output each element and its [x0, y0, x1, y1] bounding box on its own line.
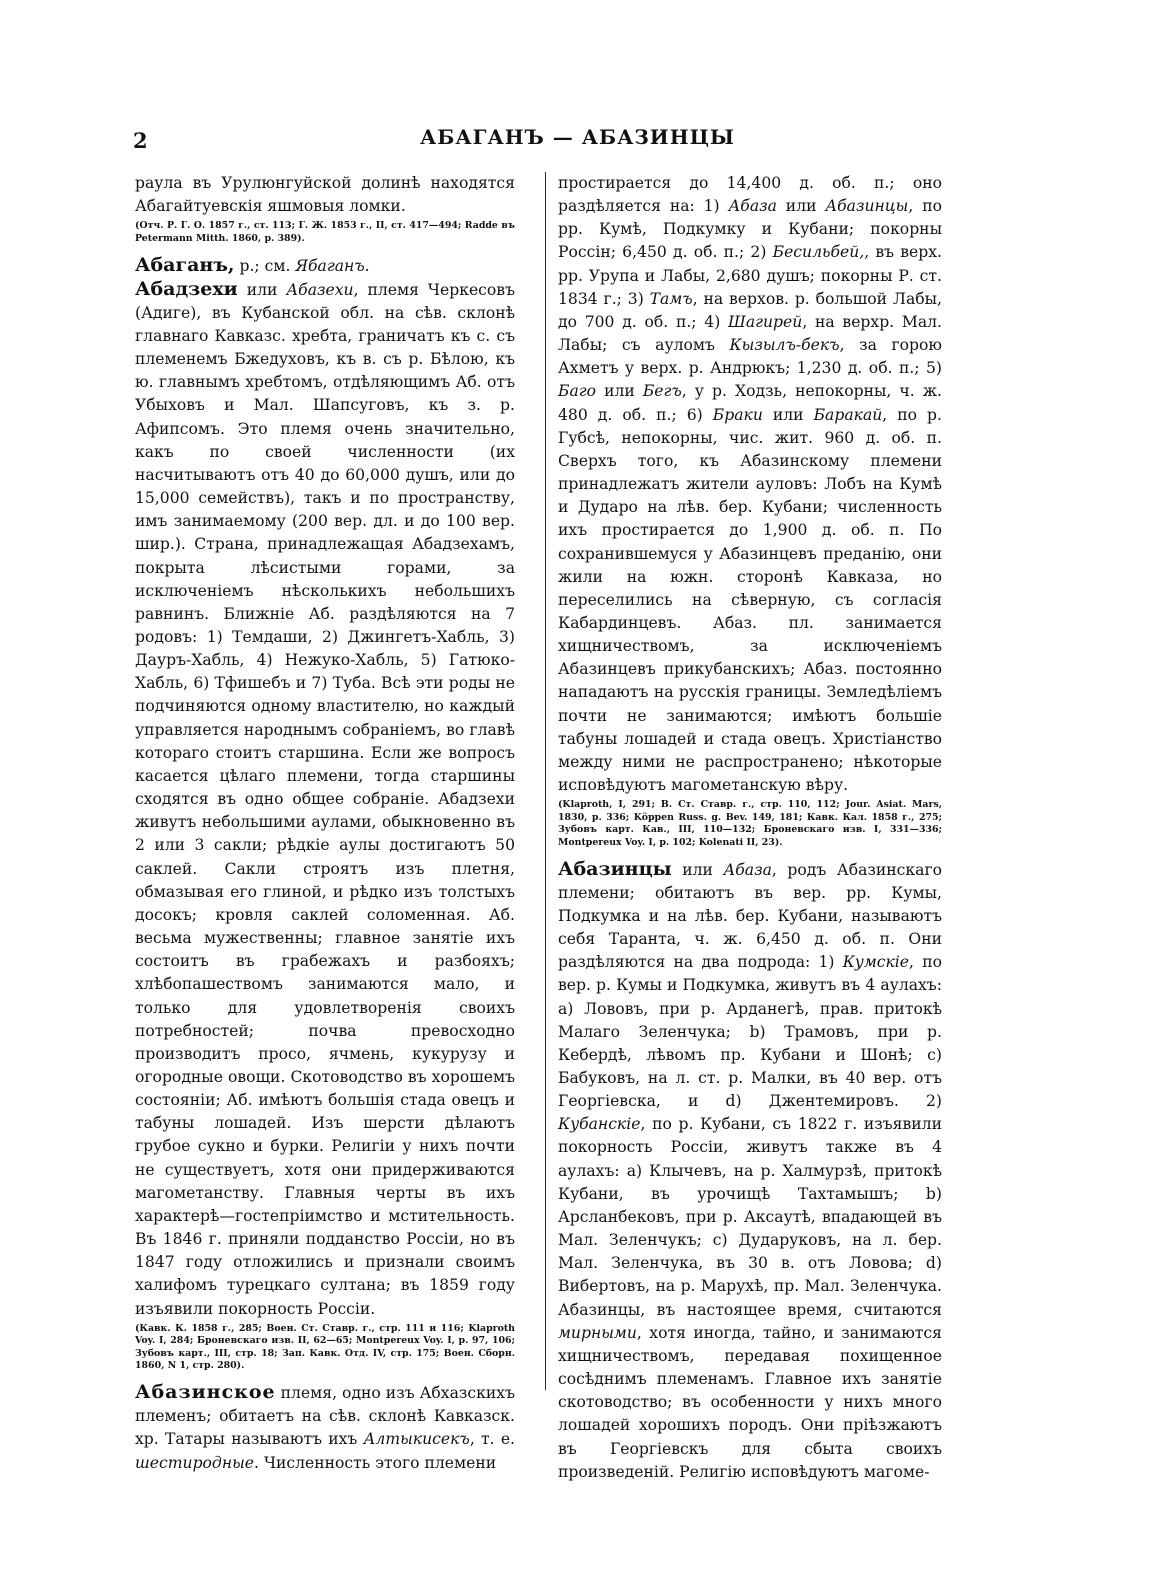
- intro-reference: (Отч. Р. Г. О. 1857 г., ст. 113; Г. Ж. 1853 г., II, ст. 417—494; Radde въ Petermann Mitth. 1860, p. 389).: [135, 220, 515, 244]
- c3: , въ верх. рр. Урупа и Лабы, 2,680 душъ; покорны Р. ст. 1834 г.; 3): [558, 243, 943, 308]
- headword-abazintsy: Абазинцы: [558, 857, 672, 880]
- c10: , по р. Губсѣ, непокорны, чис. жит. 960 д. об. п. Сверхъ того, къ Абазинскому племени принадлежатъ жители ауловъ: Лобъ на Кумѣ и Дударо на лѣв. бер. Кубани; численность ихъ простирается до 1,900 д. об. п. По сохранившемуся у Абазинцевъ преданію, они жили на южн. сторонѣ Кавказа, но переселились на сѣверную, съ согласія Кабардинцевъ. Абаз. пл. занимается хищничествомъ, за исключеніемъ Абазинцевъ прикубанскихъ; Абаз. постоянно нападаютъ на русскія границы. Земледѣліемъ почти не занимаются; имѣютъ большіе табуны лошадей и стада овецъ. Христіанство между ними не распространено; нѣкоторые исповѣдуютъ магометанскую вѣру.: [558, 405, 942, 795]
- entry-abazintsy-ital-c: мирными: [558, 1323, 637, 1342]
- c1: или: [776, 197, 826, 216]
- c2: , по рр. Кумѣ, Подкумку и Кубани; покорны Россін; 6,450 д. об. п.; 2): [558, 197, 942, 262]
- ital-barakay: Баракай: [813, 405, 883, 424]
- ital-beg: Бегъ: [642, 382, 682, 401]
- entry-abazintsy-ital-a: Кумскіе: [842, 953, 910, 972]
- entry-abazinskoe-ital-a: Алтыкисекъ: [363, 1430, 470, 1449]
- continuation-reference: (Klaproth, I, 291; В. Ст. Ставр. г., стр. 110, 112; Jour. Asiat. Mars, 1830, p. 336; Köppen Russ. g. Bev. 149, 181; Кавк. Кал. 1858 г., 275; Зубовъ карт. Кав., III, 110—132; Броневскаго изв. I, 331—336; Montpereux Voy. I, p. 102; Kolenati II, 23).: [558, 799, 942, 848]
- column-divider: [545, 172, 546, 1390]
- entry-abadzekhi-conj: или: [237, 280, 287, 299]
- entry-abazinskoe-body-c: . Численность этого племени: [254, 1453, 497, 1472]
- ital-tam: Тамъ: [649, 289, 693, 308]
- ital-kyzyl-bek: Кызылъ-бекъ: [729, 336, 840, 355]
- entry-abazinskoe: [135, 1381, 515, 1475]
- ital-braki: Браки: [712, 405, 763, 424]
- c4: , на верхов. р. большой Лабы, до 700 д. об. п.; 4): [558, 289, 942, 331]
- entry-abazintsy-body-b: , по вер. р. Кумы и Подкумка, живутъ въ 4 аулахъ: a) Лововъ, при р. Арданегѣ, прав. притокѣ Малаго Зеленчука; b) Трамовъ, при р. Кебердѣ, лѣвомъ пр. Кубани и Шонѣ; c) Бабуковъ, на л. ст. р. Малки, въ 40 вер. отъ Георгіевска, и d) Джентемировъ. 2): [558, 953, 942, 1111]
- continuation-text: [558, 172, 942, 797]
- ital-bago: Баго: [558, 382, 597, 401]
- entry-abazinskoe-body-b: , т. е.: [469, 1430, 516, 1449]
- entry-abagan-rest: р.; см.: [234, 256, 296, 275]
- headword-abadzekhi: Абадзехи: [135, 277, 238, 300]
- c7: или: [596, 382, 643, 401]
- left-column: [135, 172, 515, 1475]
- page-number: 2: [133, 128, 148, 153]
- running-title: АБАГАНЪ — АБАЗИНЦЫ: [420, 125, 735, 149]
- c9: или: [762, 405, 814, 424]
- ital-besilbey: Бесильбей,: [772, 243, 865, 262]
- right-column: [558, 172, 942, 1484]
- entry-abadzekhi-variant: Абазехи: [286, 280, 354, 299]
- continuation-a: простирается до 14,400 д. об. п.; оно раздѣляется на: 1): [558, 174, 942, 216]
- c6: , за горою Ахметъ у верх. р. Андрюкъ; 1,230 д. об. п.; 5): [558, 336, 942, 378]
- entry-abazintsy-body-c: , по р. Кубани, съ 1822 г. изъявили покорность Россіи, живутъ также въ 4 аулахъ: a) Клычевъ, на р. Халмурзѣ, притокѣ Кубани, въ урочищѣ Тахтамышъ; b) Арсланбековъ, при р. Аксаутѣ, впадающей въ Мал. Зеленчукъ; c) Дударуковъ, на л. бер. Мал. Зеленчука, въ 30 в. отъ Ловова; d) Вибертовъ, на р. Марухѣ, пр. Мал. Зеленчука. Абазинцы, въ настоящее время, считаются: [558, 1115, 942, 1319]
- entry-abazintsy: [558, 858, 942, 1484]
- entry-abadzekhi-body: , племя Черкесовъ (Адиге), въ Кубанской обл. на сѣв. склонѣ главнаго Кавказс. хребта, граничатъ къ с. съ племенемъ Бжедуховъ, къ в. съ р. Бѣлою, къ ю. главнымъ хребтомъ, отдѣляющимъ Аб. отъ Убыховъ и Мал. Шапсуговъ, къ з. р. Афипсомъ. Это племя очень значительно, какъ по своей численности (их насчитываютъ отъ 40 до 60,000 душъ, или до 15,000 семействъ), такъ и по пространству, имъ занимаемому (200 вер. дл. и до 100 вер. шир.). Страна, принадлежащая Абадзехамъ, покрыта лѣсистыми горами, за исключеніемъ нѣсколькихъ небольшихъ равнинъ. Ближніе Аб. раздѣляются на 7 родовъ: 1) Темдаши, 2) Джингетъ-Хабль, 3) Дауръ-Хабль, 4) Нежуко-Хабль, 5) Гатюко-Хабль, 6) Тфишебъ и 7) Туба. Всѣ эти роды не подчиняются одному властителю, но каждый управляется народнымъ собраніемъ, во главѣ котораго стоитъ старшина. Если же вопросъ касается цѣлаго племени, тогда старшины сходятся въ одно общее собраніе. Абадзехи живутъ небольшими аулами, обыкновенно въ 2 или 3 сакли; рѣдкіе аулы достигаютъ 50 саклей. Сакли строятъ изъ плетня, обмазывая его глиной, и рѣдко изъ толстыхъ досокъ; кровля саклей соломенная. Аб. весьма мужественны; главное занятіе ихъ состоитъ въ грабежахъ и разбояхъ; хлѣбопашествомъ занимаются мало, и только для удовлетворенія своихъ потребностей; почва превосходно производитъ просо, ячмень, кукурузу и огородные овощи. Скотоводство въ хорошемъ состояніи; Аб. имѣютъ большія стада овецъ и табуны лошадей. Изъ шерсти дѣлаютъ грубое сукно и бурки. Религіи у нихъ почти не существуетъ, хотя они придерживаются магометанству. Главныя черты въ ихъ характерѣ—гостепріимство и мстительность. Въ 1846 г. приняли подданство Россіи, но въ 1847 году отложились и признали своимъ халифомъ турецкаго султана; въ 1859 году изъявили покорность Россіи.: [135, 280, 515, 1318]
- entry-abazinskoe-body-a: племя, одно изъ Абхазскихъ племенъ; обитаетъ на сѣв. склонѣ Кавказск. хр. Татары называютъ ихъ: [135, 1384, 515, 1449]
- headword-abagan: Абаганъ,: [135, 253, 235, 276]
- entry-abazintsy-body-a: , родъ Абазинскаго племени; обитаютъ въ вер. рр. Кумы, Подкумка и на лѣв. бер. Кубани, называютъ себя Таранта, ч. ж. 6,450 д. об. п. Они раздѣляются на два подрода: 1): [558, 860, 943, 972]
- entry-abadzekhi-reference: (Кавк. К. 1858 г., 285; Воен. Ст. Ставр. г., стр. 111 и 116; Klaproth Voy. I, 284; Броневскаго изв. II, 62—65; Montpereux Voy. I, p. 97, 106; Зубовъ карт., III, стр. 18; Зап. Кавк. Отд. IV, стр. 175; Воен. Сборн. 1860, N 1, стр. 280).: [135, 1322, 515, 1372]
- entry-abazintsy-body-d: , хотя иногда, тайно, и занимаются хищничествомъ, передавая похищенное сосѣднимъ племенамъ. Главное ихъ занятіе скотоводство; въ особенности у нихъ много лошадей хорошихъ породъ. Они пріѣзжаютъ въ Георгіевскъ для сбыта своихъ произведеній. Религію исповѣдуютъ магоме-: [558, 1323, 942, 1481]
- entry-abazintsy-variant: Абаза: [723, 860, 772, 879]
- c8: , у р. Ходзь, непокорны, ч. ж. 480 д. об. п.; 6): [558, 382, 942, 424]
- entry-abagan: [135, 254, 515, 278]
- headword-abazinskoe: Абазинское: [135, 1381, 276, 1404]
- entry-abazinskoe-ital-b: шестиродные: [135, 1453, 255, 1472]
- intro-text: раула въ Урулюнгуйской долинѣ находятся Абагайтуевскія яшмовыя ломки.: [135, 174, 515, 216]
- entry-abazintsy-ital-b: Кубанскіе: [558, 1115, 641, 1134]
- entry-abagan-xref: Ябаганъ.: [295, 256, 370, 275]
- entry-abadzekhi: [135, 278, 515, 1321]
- ital-abazintsy: Абазинцы: [825, 197, 909, 216]
- c5: , на верхр. Мал. Лабы; съ ауломъ: [558, 312, 942, 355]
- entry-abazintsy-conj: или: [671, 860, 724, 879]
- ital-abaza: Абаза: [728, 197, 777, 216]
- ital-shagirey: Шагирей: [728, 312, 803, 331]
